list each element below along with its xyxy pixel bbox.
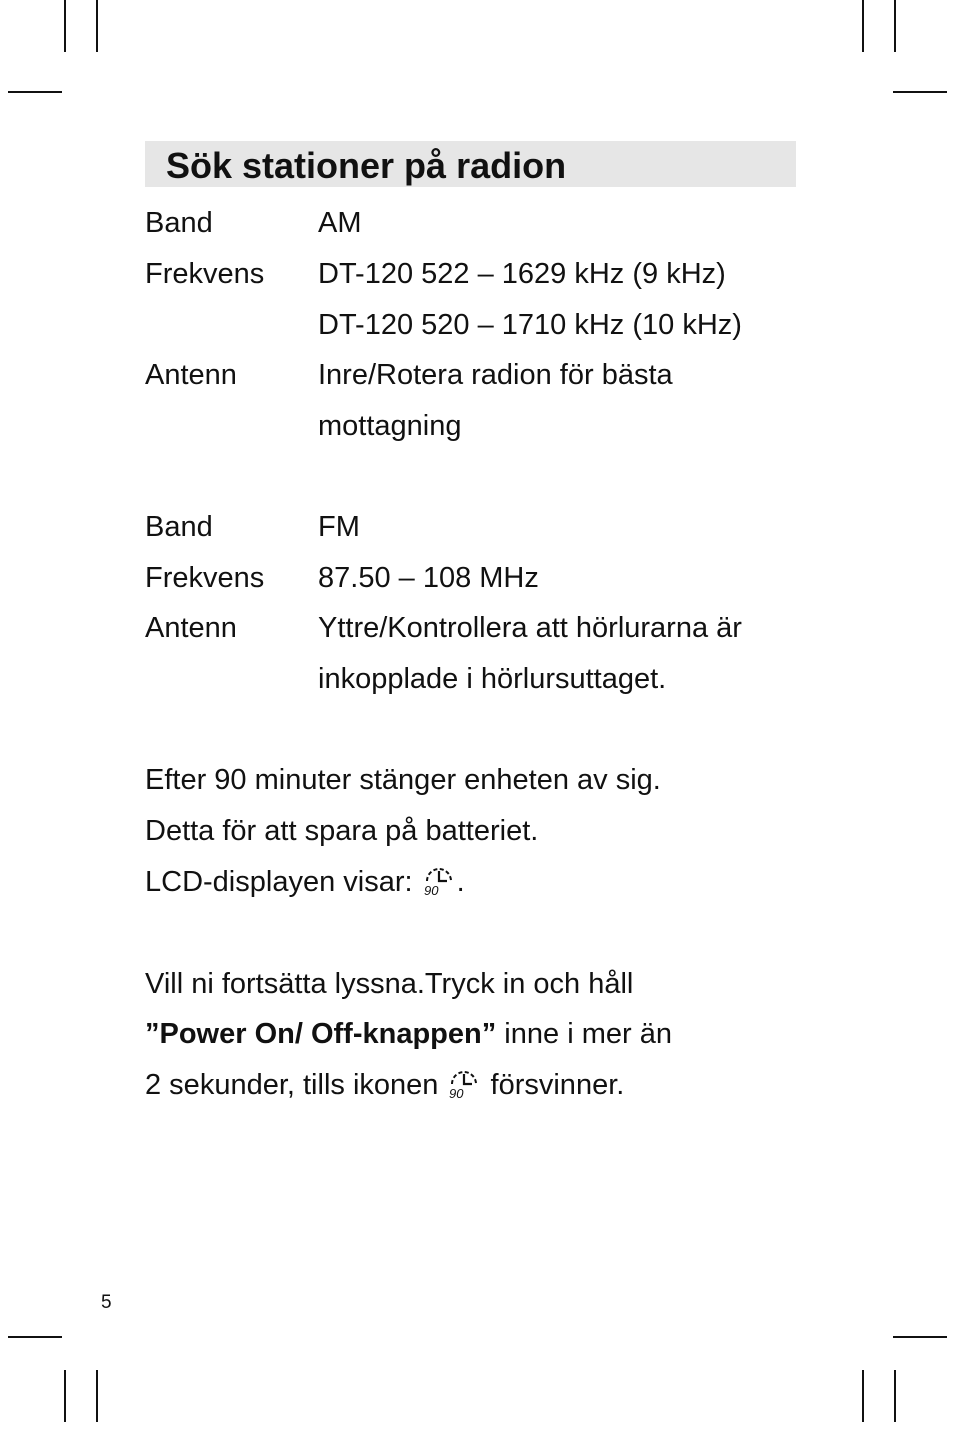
continue-line-1: Vill ni fortsätta lyssna.Tryck in och håll	[145, 968, 634, 1000]
timer-icon-label: 90	[449, 1086, 464, 1100]
quote-open: ”	[145, 1018, 160, 1050]
fm-antenna-label: Antenn	[145, 612, 237, 644]
power-button-name: Power On/ Off-knappen	[159, 1018, 482, 1050]
quote-close: ”	[481, 1018, 497, 1050]
am-antenna-label: Antenn	[145, 359, 237, 391]
crop-mark	[8, 1336, 62, 1338]
am-antenna-value-1: Inre/Rotera radion för bästa	[318, 359, 673, 391]
am-band-value: AM	[318, 207, 362, 239]
timer-90-icon	[446, 1068, 482, 1100]
fm-band-value: FM	[318, 511, 360, 543]
timer-90-icon	[421, 865, 457, 897]
am-frequency-value-2: DT-120 520 – 1710 kHz (10 kHz)	[318, 309, 742, 341]
am-frequency-label: Frekvens	[145, 258, 265, 290]
auto-off-line-3	[145, 864, 465, 900]
crop-mark	[8, 91, 62, 93]
continue-line-3	[145, 1067, 624, 1103]
crop-mark	[893, 1336, 947, 1338]
auto-off-line-1: Efter 90 minuter stänger enheten av sig.	[145, 764, 661, 796]
am-antenna-value-2: mottagning	[318, 410, 462, 442]
crop-mark	[862, 1370, 864, 1422]
auto-off-line-2: Detta för att spara på batteriet.	[145, 815, 539, 847]
continue-line-2-rest: inne i mer än	[496, 1018, 672, 1050]
am-frequency-value-1: DT-120 522 – 1629 kHz (9 kHz)	[318, 258, 726, 290]
crop-mark	[893, 91, 947, 93]
am-band-label: Band	[145, 207, 213, 239]
continue-line-3-text: 2 sekunder, tills ikonen	[145, 1069, 447, 1101]
crop-mark	[64, 1370, 66, 1422]
fm-antenna-value-1: Yttre/Kontrollera att hörlurarna är	[318, 612, 742, 644]
fm-band-label: Band	[145, 511, 213, 543]
auto-off-line-3-end: .	[456, 866, 465, 898]
crop-mark	[894, 0, 896, 52]
crop-mark	[862, 0, 864, 52]
timer-icon-label: 90	[423, 883, 439, 897]
crop-mark	[96, 0, 98, 52]
auto-off-line-3-text: LCD-displayen visar:	[145, 866, 421, 898]
continue-line-2	[145, 1016, 672, 1052]
fm-frequency-value: 87.50 – 108 MHz	[318, 562, 539, 594]
continue-line-3-end: försvinner.	[482, 1069, 625, 1101]
fm-antenna-value-2: inkopplade i hörlursuttaget.	[318, 663, 667, 695]
crop-mark	[96, 1370, 98, 1422]
crop-mark	[64, 0, 66, 52]
fm-frequency-label: Frekvens	[145, 562, 265, 594]
page-title: Sök stationer på radion	[166, 145, 567, 186]
page-number: 5	[101, 1292, 112, 1313]
crop-mark	[894, 1370, 896, 1422]
